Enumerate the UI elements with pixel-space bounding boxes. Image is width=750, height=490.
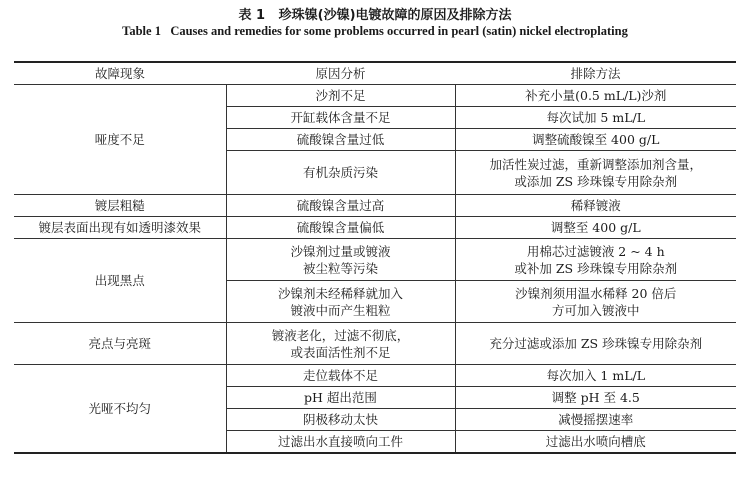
remedy-cell: 每次试加 5 mL/L: [455, 107, 736, 129]
remedy-cell: 调整硫酸镍至 400 g/L: [455, 129, 736, 151]
cause-cell: 硫酸镍含量偏低: [226, 217, 455, 239]
header-row: [14, 62, 736, 85]
cause-line: 沙镍剂未经稀释就加入: [277, 285, 403, 301]
remedy-cell: 减慢摇摆速率: [455, 409, 736, 431]
cause-cell: 硫酸镍含量过低: [226, 129, 455, 151]
cause-line: 沙镍剂过量或镀液: [290, 243, 391, 259]
table-row: [14, 323, 736, 365]
caption-label-en: Table 1: [122, 24, 161, 38]
remedy-cell: 调整 pH 至 4.5: [455, 387, 736, 409]
fault-cell: 亮点与亮斑: [14, 323, 226, 365]
header-fault: 故障现象: [14, 62, 226, 85]
remedy-cell: 补充小量(0.5 mL/L)沙剂: [455, 85, 736, 107]
remedy-cell: 调整至 400 g/L: [455, 217, 736, 239]
remedy-line: 加活性炭过滤，重新调整添加剂含量，: [489, 156, 702, 172]
table-caption-english: [0, 24, 750, 39]
cause-cell: 硫酸镍含量过高: [226, 195, 455, 217]
remedy-line: 或添加 ZS 珍珠镍专用除杂剂: [514, 173, 678, 189]
table-row: [14, 85, 736, 107]
caption-label-cn: 表 1: [238, 8, 266, 23]
cause-cell: 走位载体不足: [226, 365, 455, 387]
fault-cell: 出现黑点: [14, 239, 226, 323]
cause-cell: pH 超出范围: [226, 387, 455, 409]
remedy-cell: [455, 151, 736, 195]
troubleshooting-table: [14, 61, 736, 454]
caption-title-cn: 珍珠镍(沙镍)电镀故障的原因及排除方法: [278, 8, 512, 23]
table-caption-chinese: [0, 4, 750, 23]
caption-title-en: Causes and remedies for some problems occurred in pearl (satin) nickel electroplating: [170, 24, 628, 38]
remedy-line: 用棉芯过滤镀液 2 ~ 4 h: [526, 243, 665, 259]
remedy-cell: 稀释镀液: [455, 195, 736, 217]
remedy-cell: 充分过滤或添加 ZS 珍珠镍专用除杂剂: [455, 323, 736, 365]
remedy-cell: 过滤出水喷向槽底: [545, 433, 646, 449]
cause-line: 被尘粒等污染: [302, 260, 378, 276]
fault-cell: 镀层表面出现有如透明漆效果: [14, 217, 226, 239]
remedy-line: 方可加入镀液中: [551, 302, 640, 318]
cause-cell: [226, 281, 455, 323]
table-row: [14, 239, 736, 281]
remedy-line: 沙镍剂须用温水稀释 20 倍后: [515, 285, 677, 301]
fault-cell: 镀层粗糙: [14, 195, 226, 217]
cause-line: 或表面活性剂不足: [290, 344, 391, 360]
fault-cell: 哑度不足: [14, 85, 226, 195]
table-row: [14, 365, 736, 387]
table-row: [14, 217, 736, 239]
cause-cell: 开缸载体含量不足: [226, 107, 455, 129]
remedy-cell: [455, 281, 736, 323]
cause-line: 镀液老化，过滤不彻底，: [271, 327, 410, 343]
cause-cell: 有机杂质污染: [226, 151, 455, 195]
cause-cell: [226, 239, 455, 281]
table-row: [14, 195, 736, 217]
remedy-line: 或补加 ZS 珍珠镍专用除杂剂: [514, 260, 678, 276]
remedy-cell: [455, 239, 736, 281]
header-cause: 原因分析: [226, 62, 455, 85]
fault-cell: 光哑不均匀: [14, 365, 226, 453]
remedy-cell: 每次加入 1 mL/L: [455, 365, 736, 387]
cause-cell: 阴极移动太快: [226, 409, 455, 431]
cause-cell: [226, 323, 455, 365]
header-remedy: 排除方法: [455, 62, 736, 85]
cause-cell: 沙剂不足: [226, 85, 455, 107]
cause-line: 镀液中而产生粗粒: [290, 302, 391, 318]
cause-cell: 过滤出水直接喷向工件: [226, 431, 455, 453]
